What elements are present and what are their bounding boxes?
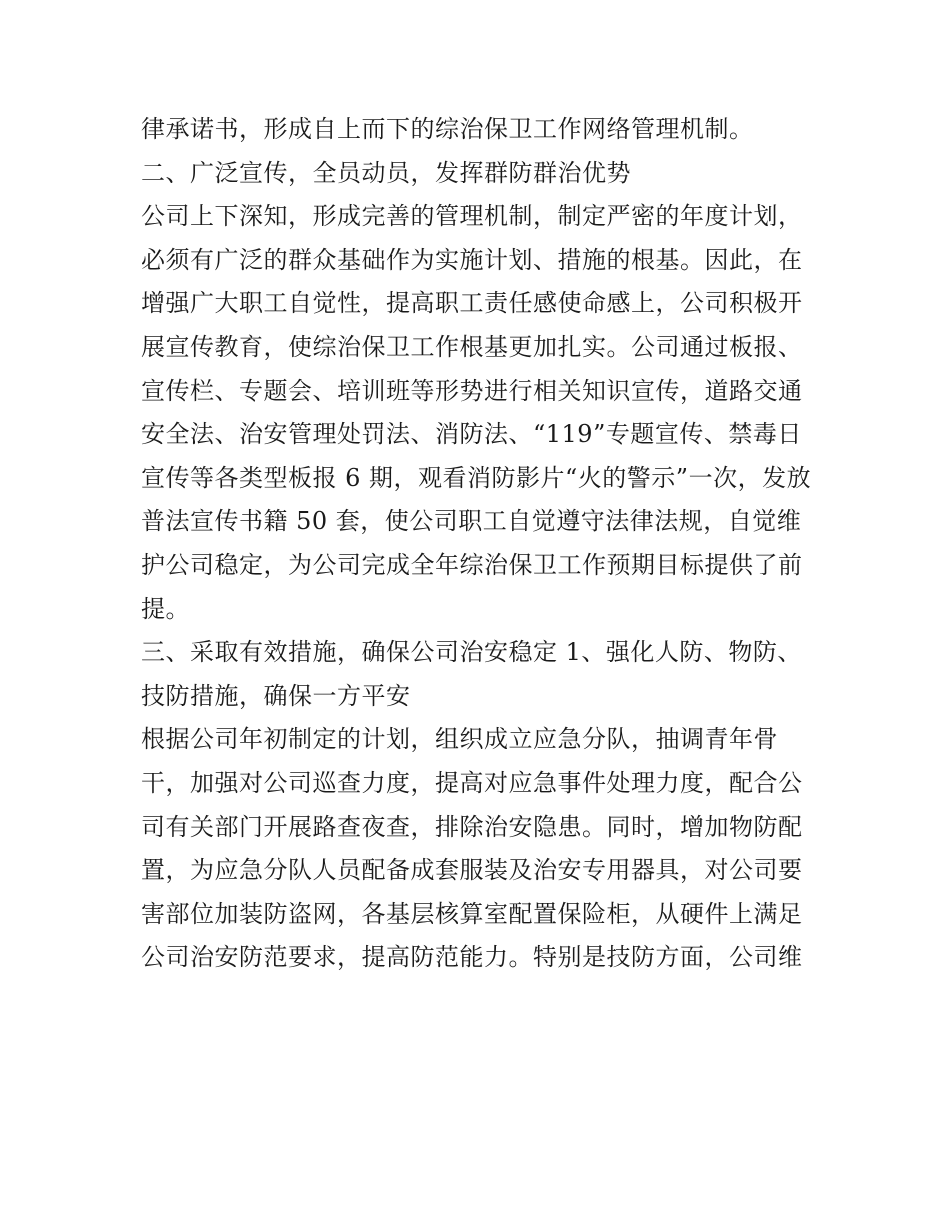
section-heading: 技防措施，确保一方平安 — [141, 681, 411, 710]
section-heading: 二、广泛宣传，全员动员，发挥群防群治优势 — [141, 158, 631, 187]
text-line: 干，加强对公司巡查力度，提高对应急事件处理力度，配合公 — [141, 768, 803, 797]
text-line: 公司治安防范要求，提高防范能力。特别是技防方面，公司维 — [141, 943, 803, 972]
text-line: 置，为应急分队人员配备成套服装及治安专用器具，对公司要 — [141, 856, 803, 885]
document-body — [141, 108, 821, 980]
text-line: 害部位加装防盗网，各基层核算室配置保险柜，从硬件上满足 — [141, 899, 803, 928]
text-line: 根据公司年初制定的计划，组织成立应急分队，抽调青年骨 — [141, 725, 778, 754]
text-line: 增强广大职工自觉性，提高职工责任感使命感上，公司积极开 — [141, 289, 803, 318]
text-line: 律承诺书，形成自上而下的综治保卫工作网络管理机制。 — [141, 115, 754, 143]
text-line: 宣传等各类型板报 6 期，观看消防影片“火的警示”一次，发放 — [141, 463, 812, 492]
text-line: 宣传栏、专题会、培训班等形势进行相关知识宣传，道路交通 — [141, 376, 803, 405]
text-line: 护公司稳定，为公司完成全年综治保卫工作预期目标提供了前 — [141, 550, 803, 579]
text-line: 展宣传教育，使综治保卫工作根基更加扎实。公司通过板报、 — [141, 332, 803, 361]
text-line: 司有关部门开展路查夜查，排除治安隐患。同时，增加物防配 — [141, 812, 803, 841]
text-line: 必须有广泛的群众基础作为实施计划、措施的根基。因此，在 — [141, 245, 803, 274]
text-line: 普法宣传书籍 50 套，使公司职工自觉遵守法律法规，自觉维 — [141, 507, 802, 536]
text-line: 公司上下深知，形成完善的管理机制，制定严密的年度计划， — [141, 202, 803, 231]
text-line: 提。 — [141, 594, 190, 623]
text-line: 安全法、治安管理处罚法、消防法、“119”专题宣传、禁毒日 — [141, 420, 802, 449]
section-heading: 三、采取有效措施，确保公司治安稳定 1、强化人防、物防、 — [141, 638, 802, 667]
